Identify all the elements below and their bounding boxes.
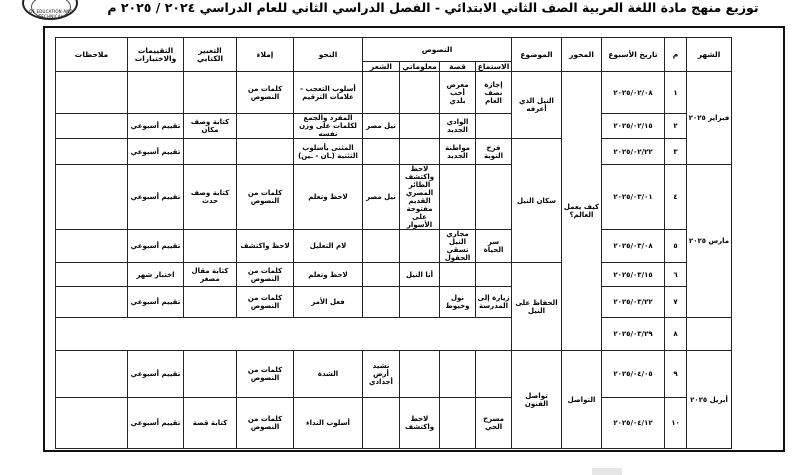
dictation-cell: كلمات من النصوص <box>237 398 294 449</box>
table-row <box>56 318 732 351</box>
expression-cell <box>184 72 237 114</box>
header-evaluations: التقييمات والاختبارات <box>128 38 184 72</box>
eval-cell: تقييم أسبوعي <box>128 398 184 449</box>
story-cell <box>440 398 476 449</box>
listening-cell: إجازة نصف العام <box>476 72 512 114</box>
grammar-cell: الشدة <box>294 351 363 398</box>
header-info: معلوماتي <box>400 62 440 72</box>
row-num: ٤ <box>665 165 687 230</box>
row-num: ١٠ <box>665 398 687 449</box>
poetry-cell <box>363 263 400 287</box>
holiday-span-cell <box>56 318 512 351</box>
listening-cell: سر الحياة <box>476 230 512 263</box>
expression-cell <box>184 351 237 398</box>
topic-cell: النيل الذي أعرفه <box>512 72 562 139</box>
table-row <box>56 263 732 287</box>
listening-cell <box>476 114 512 139</box>
poetry-cell <box>363 230 400 263</box>
poetry-cell <box>363 72 400 114</box>
header-story: قصة <box>440 62 476 72</box>
info-cell <box>400 72 440 114</box>
grammar-cell: أسلوب التعجب - علامات الترقيم <box>294 72 363 114</box>
month-cell: أبريل ٢٠٢٥ <box>687 351 732 449</box>
poetry-cell: نيل مصر <box>363 165 400 230</box>
eval-cell: تقييم أسبوعي <box>128 165 184 230</box>
row-num: ٩ <box>665 351 687 398</box>
dictation-cell: كلمات من النصوص <box>237 287 294 318</box>
grammar-cell: فعل الأمر <box>294 287 363 318</box>
scan-artifact <box>592 468 622 475</box>
eval-cell: تقييم أسبوعي <box>128 287 184 318</box>
dictation-cell: كلمات من النصوص <box>237 72 294 114</box>
eval-cell: تقييم أسبوعي <box>128 114 184 139</box>
notes-cell <box>56 114 128 139</box>
info-cell: أنا النيل <box>400 263 440 287</box>
listening-cell: فرح النوبة <box>476 139 512 165</box>
story-cell: نول وخيوط <box>440 287 476 318</box>
grammar-cell: أسلوب النداء <box>294 398 363 449</box>
notes-cell <box>56 398 128 449</box>
story-cell: الوادي الجديد <box>440 114 476 139</box>
row-date: ٢٠٢٥/٠٢/٠٨ <box>602 72 665 114</box>
info-cell <box>400 230 440 263</box>
header-num: م <box>665 38 687 72</box>
row-date: ٢٠٢٥/٠٣/٢٩ <box>602 318 665 351</box>
listening-cell: زيارة إلى المدرسة <box>476 287 512 318</box>
table-row <box>56 72 732 114</box>
grammar-cell: لاحظ وتعلم <box>294 263 363 287</box>
row-date: ٢٠٢٥/٠٣/١٥ <box>602 263 665 287</box>
expression-cell <box>184 287 237 318</box>
poetry-cell: نشيد أرض أجدادي <box>363 351 400 398</box>
header-row <box>56 38 732 62</box>
story-cell <box>440 263 476 287</box>
header-poetry: الشعر <box>363 62 400 72</box>
table-row <box>56 230 732 263</box>
row-num: ١ <box>665 72 687 114</box>
header-listening: الاستماع <box>476 62 512 72</box>
row-date: ٢٠٢٥/٠٢/١٥ <box>602 114 665 139</box>
notes-cell <box>56 287 128 318</box>
topic-cell: الحفاظ على النيل <box>512 263 562 351</box>
page-title: توزيع منهج مادة اللغة العربية الصف الثاني الابتدائي - الفصل الدراسي الثاني للعام الدراسي ٢٠٢٤ / ٢٠٢٥ م <box>107 0 759 15</box>
table-row <box>56 351 732 398</box>
notes-cell <box>56 165 128 230</box>
row-date: ٢٠٢٥/٠٣/٠٨ <box>602 230 665 263</box>
axis-cell: التواصل <box>562 351 602 449</box>
notes-cell <box>56 72 128 114</box>
table-row <box>56 165 732 230</box>
dictation-cell: كلمات من النصوص <box>237 351 294 398</box>
eval-cell <box>128 72 184 114</box>
ministry-seal-icon <box>22 0 78 20</box>
topic-cell: سكان النيل <box>512 139 562 263</box>
row-date: ٢٠٢٥/٠٤/١٢ <box>602 398 665 449</box>
story-cell <box>440 165 476 230</box>
axis-cell: كيف يعمل العالم؟ <box>562 72 602 351</box>
story-cell: مجاري النيل تسقي الحقول <box>440 230 476 263</box>
grammar-cell: لاحظ وتعلم <box>294 165 363 230</box>
dictation-cell: لاحظ واكتشف <box>237 230 294 263</box>
notes-cell <box>56 263 128 287</box>
header-topic: الموضوع <box>512 38 562 72</box>
listening-cell <box>476 263 512 287</box>
info-cell <box>400 114 440 139</box>
row-date: ٢٠٢٥/٠٢/٢٢ <box>602 139 665 165</box>
story-cell: مواطنة الجديد <box>440 139 476 165</box>
row-num: ٧ <box>665 287 687 318</box>
header-dictation: إملاء <box>237 38 294 72</box>
story-cell <box>440 351 476 398</box>
expression-cell <box>184 139 237 165</box>
story-cell: معرض أحب بلدي <box>440 72 476 114</box>
table-row <box>56 139 732 165</box>
grammar-cell: لام التعليل <box>294 230 363 263</box>
expression-cell: كتابة وصف مكان <box>184 114 237 139</box>
month-cell-empty <box>687 318 732 351</box>
header-month: الشهر <box>687 38 732 72</box>
expression-cell: كتابة مقال مصغر <box>184 263 237 287</box>
info-cell <box>400 287 440 318</box>
header-axis: المحور <box>562 38 602 72</box>
notes-cell <box>56 351 128 398</box>
dictation-cell: كلمات من النصوص <box>237 263 294 287</box>
table-row <box>56 398 732 449</box>
header-grammar: النحو <box>294 38 363 72</box>
poetry-cell <box>363 287 400 318</box>
row-date: ٢٠٢٥/٠٣/٠١ <box>602 165 665 230</box>
row-num: ٣ <box>665 139 687 165</box>
expression-cell <box>184 230 237 263</box>
listening-cell <box>476 165 512 230</box>
header-week-date: تاريخ الأسبوع <box>602 38 665 72</box>
poetry-cell <box>363 139 400 165</box>
dictation-cell: كلمات من النصوص <box>237 165 294 230</box>
eval-cell: تقييم أسبوعي <box>128 139 184 165</box>
header-notes: ملاحظات <box>56 38 128 72</box>
listening-cell <box>476 351 512 398</box>
topic-cell: تواصل الفنون <box>512 351 562 449</box>
month-cell: فبراير ٢٠٢٥ <box>687 72 732 165</box>
info-cell <box>400 139 440 165</box>
grammar-cell: المثنى بأسلوب التثنية (ـان - ـين) <box>294 139 363 165</box>
table-row <box>56 287 732 318</box>
header-expression: التعبير الكتابي <box>184 38 237 72</box>
info-cell: لاحظ واكتشف الطائر المصري القديم مفتوحة على الأسوار <box>400 165 440 230</box>
poetry-cell: نيل مصر <box>363 114 400 139</box>
expression-cell: كتابة وصف حدث <box>184 165 237 230</box>
poetry-cell <box>363 398 400 449</box>
row-date: ٢٠٢٥/٠٤/٠٥ <box>602 351 665 398</box>
header-texts: النصوص <box>363 38 512 62</box>
listening-cell: مسرح الحي <box>476 398 512 449</box>
notes-cell <box>56 230 128 263</box>
row-num: ٥ <box>665 230 687 263</box>
info-cell: لاحظ واكتشف <box>400 398 440 449</box>
table-row <box>56 114 732 139</box>
month-cell: مارس ٢٠٢٥ <box>687 165 732 318</box>
row-num: ٨ <box>665 318 687 351</box>
row-num: ٦ <box>665 263 687 287</box>
eval-cell: تقييم أسبوعي <box>128 351 184 398</box>
notes-cell <box>56 139 128 165</box>
dictation-cell <box>237 114 294 139</box>
eval-cell: تقييم أسبوعي <box>128 230 184 263</box>
eval-cell: اختبار شهر <box>128 263 184 287</box>
info-cell <box>400 351 440 398</box>
seal-text: OF EDUCATION AND TECHNICAL <box>29 9 73 19</box>
grammar-cell: المفرد والجمع لكلمات على وزن نفسه <box>294 114 363 139</box>
row-num: ٢ <box>665 114 687 139</box>
expression-cell: كتابة قصة <box>184 398 237 449</box>
curriculum-table <box>55 37 732 449</box>
row-date: ٢٠٢٥/٠٣/٢٢ <box>602 287 665 318</box>
dictation-cell <box>237 139 294 165</box>
